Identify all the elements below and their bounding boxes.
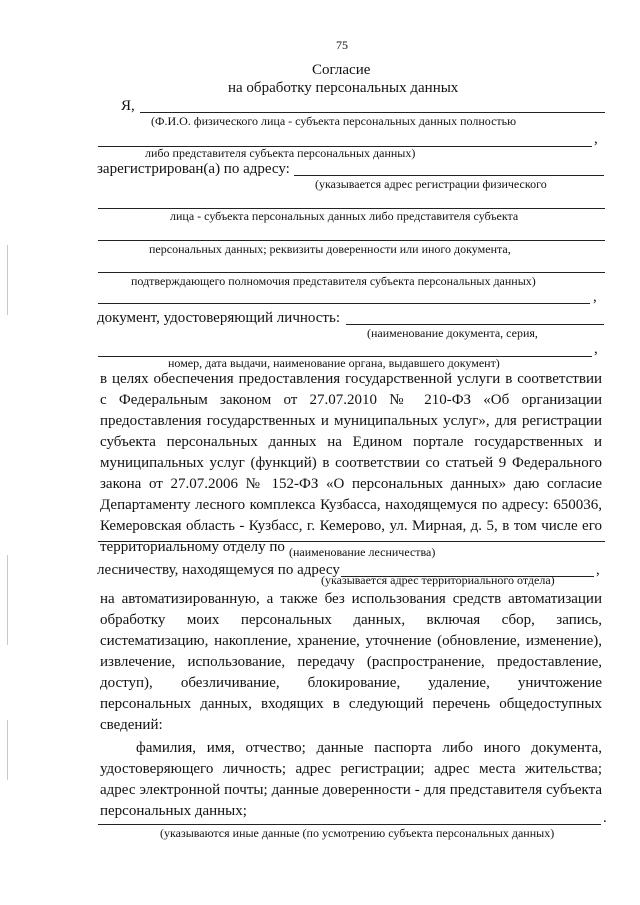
scan-artifact	[7, 720, 8, 780]
consent-text-line: на автоматизированную, а также без использования средств автоматизации	[100, 591, 602, 607]
document-note: (наименование документа, серия,	[367, 326, 538, 340]
comma: ,	[593, 289, 597, 305]
consent-text-line: субъекта персональных данных на Едином портале государственных и	[100, 434, 602, 450]
period: .	[603, 810, 607, 826]
consent-text-line: сведений:	[100, 717, 163, 733]
territorial-address-note: (указывается адрес территориального отдела)	[321, 573, 555, 587]
address-note-4: подтверждающего полномочия представителя субъекта персональных данных)	[131, 274, 536, 288]
scan-artifact	[7, 245, 8, 315]
address-note-2: лица - субъекта персональных данных либо представителя субъекта	[170, 209, 519, 223]
consent-text-line: доступ), обезличивание, блокирование, удаление, уничтожение	[100, 675, 602, 691]
document-label: документ, удостоверяющий личность:	[97, 310, 340, 326]
consent-text-line: извлечение, использование, передачу (распространение, предоставление,	[100, 654, 602, 670]
data-list-line: адрес электронной почты; данные доверенности - для представителя субъекта	[100, 782, 602, 798]
address-note-3: персональных данных; реквизиты доверенности или иного документа,	[149, 242, 511, 256]
scan-artifact	[7, 555, 8, 645]
consent-text-line: с Федеральным законом от 27.07.2010 № 210-ФЗ «Об организации	[100, 392, 602, 408]
comma: ,	[596, 562, 600, 578]
address-note: (указывается адрес регистрации физического	[315, 177, 547, 191]
address-input-line-4[interactable]	[98, 272, 605, 273]
forestry-input-line[interactable]	[98, 541, 605, 542]
comma: ,	[594, 131, 598, 147]
document-subtitle: на обработку персональных данных	[228, 80, 459, 96]
fio-note-cont: либо представителя субъекта персональных данных)	[145, 146, 416, 160]
consent-text-line: систематизацию, накопление, хранение, уточнение (обновление, изменение),	[100, 633, 602, 649]
address-input-line[interactable]	[294, 175, 604, 176]
page-number: 75	[336, 38, 348, 52]
consent-text-line: предоставления государственных и муниципальных услуг», для регистрации	[100, 413, 602, 429]
consent-text-line: в целях обеспечения предоставления государственной услуги в соответствии	[100, 371, 602, 387]
data-list-line: фамилия, имя, отчество; данные паспорта либо иного документа,	[136, 740, 602, 756]
forestry-note: (наименование лесничества)	[289, 545, 436, 559]
other-data-input-line[interactable]	[98, 824, 601, 825]
fio-note: (Ф.И.О. физического лица - субъекта персональных данных полностью	[151, 114, 517, 128]
document-title: Согласие	[312, 62, 371, 78]
consent-text-line: персональных данных, входящих в следующий перечень общедоступных	[100, 696, 602, 712]
address-input-line-3[interactable]	[98, 240, 605, 241]
other-data-note: (указываются иные данные (по усмотрению субъекта персональных данных)	[160, 826, 555, 840]
comma: ,	[594, 341, 598, 357]
data-list-line: удостоверяющего личность; адрес регистрации; адрес места жительства;	[100, 761, 602, 777]
consent-text-line: Департаменту лесного комплекса Кузбасса, находящемуся по адресу: 650036,	[100, 497, 602, 513]
data-list-line: персональных данных;	[100, 803, 247, 819]
consent-text-line: закона от 27.07.2006 № 152-ФЗ «О персональных данных» даю согласие	[100, 476, 602, 492]
consent-text-line: территориальному отделу по	[100, 539, 285, 555]
address-input-line-5[interactable]	[98, 303, 590, 304]
consent-text-line: обработку моих персональных данных, включая сбор, запись,	[100, 612, 602, 628]
document-input-line[interactable]	[346, 324, 604, 325]
registered-label: зарегистрирован(а) по адресу:	[97, 161, 290, 177]
forestry-address-label: лесничеству, находящемуся по адресу	[97, 562, 340, 578]
ya-label: Я,	[121, 98, 135, 114]
consent-text-line: муниципальных услуг (функций) в соответствии со статьей 9 Федерального	[100, 455, 602, 471]
document-note-2: номер, дата выдачи, наименование органа, выдавшего документ)	[168, 356, 500, 370]
consent-text-line: Кемеровская область - Кузбасс, г. Кемерово, ул. Мирная, д. 5, в том числе его	[100, 518, 602, 534]
fio-input-line[interactable]	[140, 112, 605, 113]
